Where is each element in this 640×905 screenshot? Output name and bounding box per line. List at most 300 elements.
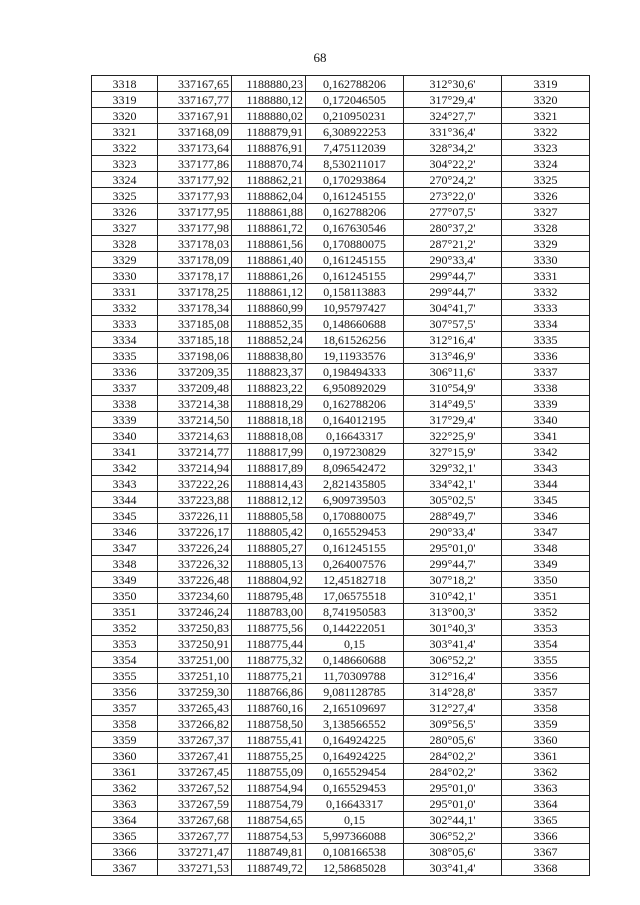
y-coordinate-cell: 1188861,12 — [232, 284, 306, 300]
segment-length-cell: 0,158113883 — [306, 284, 404, 300]
table-row — [92, 156, 590, 172]
segment-length-cell: 0,161245155 — [306, 268, 404, 284]
direction-angle-cell: 324°27,7' — [404, 108, 502, 124]
x-coordinate-cell: 337214,50 — [158, 412, 232, 428]
direction-angle-cell: 304°22,2' — [404, 156, 502, 172]
direction-angle-cell: 306°52,2' — [404, 652, 502, 668]
segment-length-cell: 0,210950231 — [306, 108, 404, 124]
next-point-number-cell: 3331 — [502, 268, 590, 284]
table-row — [92, 92, 590, 108]
table-row — [92, 588, 590, 604]
point-number-cell: 3358 — [92, 716, 158, 732]
table-row — [92, 524, 590, 540]
direction-angle-cell: 314°49,5' — [404, 396, 502, 412]
x-coordinate-cell: 337167,65 — [158, 76, 232, 92]
point-number-cell: 3340 — [92, 428, 158, 444]
point-number-cell: 3328 — [92, 236, 158, 252]
segment-length-cell: 0,148660688 — [306, 316, 404, 332]
point-number-cell: 3352 — [92, 620, 158, 636]
y-coordinate-cell: 1188861,26 — [232, 268, 306, 284]
next-point-number-cell: 3335 — [502, 332, 590, 348]
table-row — [92, 236, 590, 252]
point-number-cell: 3362 — [92, 780, 158, 796]
direction-angle-cell: 295°01,0' — [404, 780, 502, 796]
next-point-number-cell: 3330 — [502, 252, 590, 268]
point-number-cell: 3330 — [92, 268, 158, 284]
direction-angle-cell: 327°15,9' — [404, 444, 502, 460]
next-point-number-cell: 3343 — [502, 460, 590, 476]
segment-length-cell: 6,950892029 — [306, 380, 404, 396]
next-point-number-cell: 3340 — [502, 412, 590, 428]
point-number-cell: 3353 — [92, 636, 158, 652]
point-number-cell: 3344 — [92, 492, 158, 508]
next-point-number-cell: 3346 — [502, 508, 590, 524]
x-coordinate-cell: 337226,24 — [158, 540, 232, 556]
point-number-cell: 3331 — [92, 284, 158, 300]
point-number-cell: 3365 — [92, 828, 158, 844]
next-point-number-cell: 3367 — [502, 844, 590, 860]
segment-length-cell: 0,161245155 — [306, 188, 404, 204]
y-coordinate-cell: 1188852,24 — [232, 332, 306, 348]
y-coordinate-cell: 1188754,53 — [232, 828, 306, 844]
table-row — [92, 316, 590, 332]
y-coordinate-cell: 1188861,40 — [232, 252, 306, 268]
table-row — [92, 396, 590, 412]
segment-length-cell: 2,821435805 — [306, 476, 404, 492]
next-point-number-cell: 3355 — [502, 652, 590, 668]
x-coordinate-cell: 337167,77 — [158, 92, 232, 108]
table-row — [92, 252, 590, 268]
point-number-cell: 3343 — [92, 476, 158, 492]
point-number-cell: 3355 — [92, 668, 158, 684]
segment-length-cell: 0,164012195 — [306, 412, 404, 428]
table-row — [92, 556, 590, 572]
direction-angle-cell: 334°42,1' — [404, 476, 502, 492]
point-number-cell: 3335 — [92, 348, 158, 364]
next-point-number-cell: 3321 — [502, 108, 590, 124]
coordinates-table — [91, 75, 590, 876]
x-coordinate-cell: 337178,09 — [158, 252, 232, 268]
point-number-cell: 3321 — [92, 124, 158, 140]
y-coordinate-cell: 1188861,88 — [232, 204, 306, 220]
segment-length-cell: 19,11933576 — [306, 348, 404, 364]
x-coordinate-cell: 337234,60 — [158, 588, 232, 604]
point-number-cell: 3349 — [92, 572, 158, 588]
direction-angle-cell: 303°41,4' — [404, 860, 502, 876]
direction-angle-cell: 304°41,7' — [404, 300, 502, 316]
direction-angle-cell: 280°37,2' — [404, 220, 502, 236]
next-point-number-cell: 3329 — [502, 236, 590, 252]
next-point-number-cell: 3349 — [502, 556, 590, 572]
next-point-number-cell: 3322 — [502, 124, 590, 140]
x-coordinate-cell: 337177,86 — [158, 156, 232, 172]
direction-angle-cell: 331°36,4' — [404, 124, 502, 140]
next-point-number-cell: 3326 — [502, 188, 590, 204]
table-row — [92, 348, 590, 364]
table-row — [92, 716, 590, 732]
segment-length-cell: 11,70309788 — [306, 668, 404, 684]
next-point-number-cell: 3362 — [502, 764, 590, 780]
next-point-number-cell: 3350 — [502, 572, 590, 588]
table-row — [92, 124, 590, 140]
direction-angle-cell: 312°27,4' — [404, 700, 502, 716]
x-coordinate-cell: 337267,37 — [158, 732, 232, 748]
table-row — [92, 364, 590, 380]
point-number-cell: 3324 — [92, 172, 158, 188]
y-coordinate-cell: 1188749,81 — [232, 844, 306, 860]
table-row — [92, 668, 590, 684]
point-number-cell: 3336 — [92, 364, 158, 380]
segment-length-cell: 0,161245155 — [306, 252, 404, 268]
y-coordinate-cell: 1188755,41 — [232, 732, 306, 748]
point-number-cell: 3354 — [92, 652, 158, 668]
point-number-cell: 3323 — [92, 156, 158, 172]
next-point-number-cell: 3368 — [502, 860, 590, 876]
segment-length-cell: 0,16643317 — [306, 428, 404, 444]
table-row — [92, 444, 590, 460]
point-number-cell: 3346 — [92, 524, 158, 540]
direction-angle-cell: 328°34,2' — [404, 140, 502, 156]
y-coordinate-cell: 1188823,37 — [232, 364, 306, 380]
point-number-cell: 3320 — [92, 108, 158, 124]
x-coordinate-cell: 337214,38 — [158, 396, 232, 412]
next-point-number-cell: 3366 — [502, 828, 590, 844]
y-coordinate-cell: 1188818,29 — [232, 396, 306, 412]
table-row — [92, 300, 590, 316]
point-number-cell: 3350 — [92, 588, 158, 604]
segment-length-cell: 2,165109697 — [306, 700, 404, 716]
point-number-cell: 3318 — [92, 76, 158, 92]
table-row — [92, 332, 590, 348]
y-coordinate-cell: 1188749,72 — [232, 860, 306, 876]
point-number-cell: 3322 — [92, 140, 158, 156]
y-coordinate-cell: 1188812,12 — [232, 492, 306, 508]
segment-length-cell: 0,16643317 — [306, 796, 404, 812]
point-number-cell: 3333 — [92, 316, 158, 332]
direction-angle-cell: 310°54,9' — [404, 380, 502, 396]
x-coordinate-cell: 337267,52 — [158, 780, 232, 796]
direction-angle-cell: 313°46,9' — [404, 348, 502, 364]
x-coordinate-cell: 337246,24 — [158, 604, 232, 620]
direction-angle-cell: 312°16,4' — [404, 332, 502, 348]
point-number-cell: 3342 — [92, 460, 158, 476]
segment-length-cell: 8,741950583 — [306, 604, 404, 620]
y-coordinate-cell: 1188861,72 — [232, 220, 306, 236]
table-row — [92, 700, 590, 716]
direction-angle-cell: 280°05,6' — [404, 732, 502, 748]
x-coordinate-cell: 337178,17 — [158, 268, 232, 284]
x-coordinate-cell: 337214,63 — [158, 428, 232, 444]
direction-angle-cell: 317°29,4' — [404, 92, 502, 108]
next-point-number-cell: 3345 — [502, 492, 590, 508]
table-row — [92, 412, 590, 428]
direction-angle-cell: 322°25,9' — [404, 428, 502, 444]
y-coordinate-cell: 1188775,44 — [232, 636, 306, 652]
next-point-number-cell: 3327 — [502, 204, 590, 220]
point-number-cell: 3366 — [92, 844, 158, 860]
next-point-number-cell: 3336 — [502, 348, 590, 364]
segment-length-cell: 8,096542472 — [306, 460, 404, 476]
segment-length-cell: 0,15 — [306, 812, 404, 828]
next-point-number-cell: 3360 — [502, 732, 590, 748]
point-number-cell: 3363 — [92, 796, 158, 812]
x-coordinate-cell: 337223,88 — [158, 492, 232, 508]
next-point-number-cell: 3339 — [502, 396, 590, 412]
y-coordinate-cell: 1188775,56 — [232, 620, 306, 636]
table-row — [92, 76, 590, 92]
table-row — [92, 812, 590, 828]
y-coordinate-cell: 1188805,27 — [232, 540, 306, 556]
x-coordinate-cell: 337214,94 — [158, 460, 232, 476]
x-coordinate-cell: 337267,77 — [158, 828, 232, 844]
direction-angle-cell: 313°00,3' — [404, 604, 502, 620]
y-coordinate-cell: 1188880,02 — [232, 108, 306, 124]
segment-length-cell: 0,198494333 — [306, 364, 404, 380]
direction-angle-cell: 299°44,7' — [404, 268, 502, 284]
segment-length-cell: 6,909739503 — [306, 492, 404, 508]
point-number-cell: 3348 — [92, 556, 158, 572]
direction-angle-cell: 299°44,7' — [404, 284, 502, 300]
x-coordinate-cell: 337271,53 — [158, 860, 232, 876]
table-row — [92, 572, 590, 588]
direction-angle-cell: 307°18,2' — [404, 572, 502, 588]
next-point-number-cell: 3365 — [502, 812, 590, 828]
y-coordinate-cell: 1188860,99 — [232, 300, 306, 316]
next-point-number-cell: 3353 — [502, 620, 590, 636]
segment-length-cell: 10,95797427 — [306, 300, 404, 316]
table-row — [92, 188, 590, 204]
x-coordinate-cell: 337178,03 — [158, 236, 232, 252]
next-point-number-cell: 3328 — [502, 220, 590, 236]
table-row — [92, 284, 590, 300]
direction-angle-cell: 308°05,6' — [404, 844, 502, 860]
next-point-number-cell: 3352 — [502, 604, 590, 620]
next-point-number-cell: 3323 — [502, 140, 590, 156]
direction-angle-cell: 310°42,1' — [404, 588, 502, 604]
point-number-cell: 3319 — [92, 92, 158, 108]
table-row — [92, 508, 590, 524]
direction-angle-cell: 317°29,4' — [404, 412, 502, 428]
point-number-cell: 3347 — [92, 540, 158, 556]
segment-length-cell: 0,197230829 — [306, 444, 404, 460]
point-number-cell: 3356 — [92, 684, 158, 700]
x-coordinate-cell: 337250,83 — [158, 620, 232, 636]
direction-angle-cell: 284°02,2' — [404, 748, 502, 764]
segment-length-cell: 0,162788206 — [306, 396, 404, 412]
direction-angle-cell: 314°28,8' — [404, 684, 502, 700]
y-coordinate-cell: 1188880,23 — [232, 76, 306, 92]
x-coordinate-cell: 337265,43 — [158, 700, 232, 716]
table-row — [92, 796, 590, 812]
point-number-cell: 3361 — [92, 764, 158, 780]
y-coordinate-cell: 1188755,09 — [232, 764, 306, 780]
direction-angle-cell: 273°22,0' — [404, 188, 502, 204]
x-coordinate-cell: 337173,64 — [158, 140, 232, 156]
segment-length-cell: 0,164924225 — [306, 732, 404, 748]
segment-length-cell: 0,165529454 — [306, 764, 404, 780]
segment-length-cell: 0,165529453 — [306, 780, 404, 796]
segment-length-cell: 12,45182718 — [306, 572, 404, 588]
x-coordinate-cell: 337267,41 — [158, 748, 232, 764]
x-coordinate-cell: 337226,48 — [158, 572, 232, 588]
direction-angle-cell: 309°56,5' — [404, 716, 502, 732]
x-coordinate-cell: 337266,82 — [158, 716, 232, 732]
y-coordinate-cell: 1188814,43 — [232, 476, 306, 492]
x-coordinate-cell: 337226,11 — [158, 508, 232, 524]
segment-length-cell: 0,170293864 — [306, 172, 404, 188]
segment-length-cell: 0,264007576 — [306, 556, 404, 572]
segment-length-cell: 3,138566552 — [306, 716, 404, 732]
y-coordinate-cell: 1188755,25 — [232, 748, 306, 764]
segment-length-cell: 18,61526256 — [306, 332, 404, 348]
next-point-number-cell: 3361 — [502, 748, 590, 764]
table-row — [92, 220, 590, 236]
segment-length-cell: 6,308922253 — [306, 124, 404, 140]
table-row — [92, 652, 590, 668]
segment-length-cell: 0,162788206 — [306, 204, 404, 220]
segment-length-cell: 0,172046505 — [306, 92, 404, 108]
y-coordinate-cell: 1188754,65 — [232, 812, 306, 828]
direction-angle-cell: 287°21,2' — [404, 236, 502, 252]
y-coordinate-cell: 1188758,50 — [232, 716, 306, 732]
y-coordinate-cell: 1188775,21 — [232, 668, 306, 684]
table-row — [92, 684, 590, 700]
y-coordinate-cell: 1188795,48 — [232, 588, 306, 604]
y-coordinate-cell: 1188775,32 — [232, 652, 306, 668]
next-point-number-cell: 3356 — [502, 668, 590, 684]
x-coordinate-cell: 337267,59 — [158, 796, 232, 812]
point-number-cell: 3360 — [92, 748, 158, 764]
y-coordinate-cell: 1188861,56 — [232, 236, 306, 252]
direction-angle-cell: 306°11,6' — [404, 364, 502, 380]
y-coordinate-cell: 1188862,21 — [232, 172, 306, 188]
segment-length-cell: 0,167630546 — [306, 220, 404, 236]
x-coordinate-cell: 337209,48 — [158, 380, 232, 396]
x-coordinate-cell: 337167,91 — [158, 108, 232, 124]
segment-length-cell: 0,162788206 — [306, 76, 404, 92]
table-row — [92, 380, 590, 396]
y-coordinate-cell: 1188818,18 — [232, 412, 306, 428]
point-number-cell: 3327 — [92, 220, 158, 236]
y-coordinate-cell: 1188804,92 — [232, 572, 306, 588]
y-coordinate-cell: 1188783,00 — [232, 604, 306, 620]
segment-length-cell: 17,06575518 — [306, 588, 404, 604]
segment-length-cell: 0,170880075 — [306, 236, 404, 252]
table-row — [92, 780, 590, 796]
direction-angle-cell: 303°41,4' — [404, 636, 502, 652]
y-coordinate-cell: 1188760,16 — [232, 700, 306, 716]
direction-angle-cell: 277°07,5' — [404, 204, 502, 220]
next-point-number-cell: 3359 — [502, 716, 590, 732]
x-coordinate-cell: 337178,25 — [158, 284, 232, 300]
table-row — [92, 604, 590, 620]
point-number-cell: 3332 — [92, 300, 158, 316]
next-point-number-cell: 3342 — [502, 444, 590, 460]
y-coordinate-cell: 1188879,91 — [232, 124, 306, 140]
point-number-cell: 3338 — [92, 396, 158, 412]
next-point-number-cell: 3334 — [502, 316, 590, 332]
direction-angle-cell: 302°44,1' — [404, 812, 502, 828]
direction-angle-cell: 329°32,1' — [404, 460, 502, 476]
table-row — [92, 476, 590, 492]
y-coordinate-cell: 1188817,99 — [232, 444, 306, 460]
y-coordinate-cell: 1188766,86 — [232, 684, 306, 700]
x-coordinate-cell: 337185,18 — [158, 332, 232, 348]
next-point-number-cell: 3357 — [502, 684, 590, 700]
segment-length-cell: 0,148660688 — [306, 652, 404, 668]
x-coordinate-cell: 337198,06 — [158, 348, 232, 364]
x-coordinate-cell: 337209,35 — [158, 364, 232, 380]
x-coordinate-cell: 337251,00 — [158, 652, 232, 668]
direction-angle-cell: 290°33,4' — [404, 252, 502, 268]
direction-angle-cell: 290°33,4' — [404, 524, 502, 540]
coordinates-table-body — [92, 76, 590, 876]
direction-angle-cell: 312°16,4' — [404, 668, 502, 684]
direction-angle-cell: 312°30,6' — [404, 76, 502, 92]
table-row — [92, 764, 590, 780]
table-row — [92, 108, 590, 124]
y-coordinate-cell: 1188754,79 — [232, 796, 306, 812]
next-point-number-cell: 3358 — [502, 700, 590, 716]
table-row — [92, 204, 590, 220]
next-point-number-cell: 3344 — [502, 476, 590, 492]
direction-angle-cell: 306°52,2' — [404, 828, 502, 844]
segment-length-cell: 7,475112039 — [306, 140, 404, 156]
x-coordinate-cell: 337251,10 — [158, 668, 232, 684]
x-coordinate-cell: 337214,77 — [158, 444, 232, 460]
segment-length-cell: 12,58685028 — [306, 860, 404, 876]
point-number-cell: 3339 — [92, 412, 158, 428]
segment-length-cell: 9,081128785 — [306, 684, 404, 700]
y-coordinate-cell: 1188870,74 — [232, 156, 306, 172]
next-point-number-cell: 3324 — [502, 156, 590, 172]
point-number-cell: 3326 — [92, 204, 158, 220]
x-coordinate-cell: 337177,95 — [158, 204, 232, 220]
segment-length-cell: 0,164924225 — [306, 748, 404, 764]
table-row — [92, 636, 590, 652]
next-point-number-cell: 3319 — [502, 76, 590, 92]
x-coordinate-cell: 337222,26 — [158, 476, 232, 492]
direction-angle-cell: 301°40,3' — [404, 620, 502, 636]
segment-length-cell: 5,997366088 — [306, 828, 404, 844]
point-number-cell: 3357 — [92, 700, 158, 716]
table-row — [92, 172, 590, 188]
x-coordinate-cell: 337177,98 — [158, 220, 232, 236]
y-coordinate-cell: 1188805,58 — [232, 508, 306, 524]
y-coordinate-cell: 1188754,94 — [232, 780, 306, 796]
next-point-number-cell: 3341 — [502, 428, 590, 444]
y-coordinate-cell: 1188838,80 — [232, 348, 306, 364]
y-coordinate-cell: 1188852,35 — [232, 316, 306, 332]
y-coordinate-cell: 1188805,13 — [232, 556, 306, 572]
next-point-number-cell: 3333 — [502, 300, 590, 316]
next-point-number-cell: 3332 — [502, 284, 590, 300]
direction-angle-cell: 295°01,0' — [404, 540, 502, 556]
x-coordinate-cell: 337267,45 — [158, 764, 232, 780]
direction-angle-cell: 305°02,5' — [404, 492, 502, 508]
table-row — [92, 620, 590, 636]
next-point-number-cell: 3320 — [502, 92, 590, 108]
segment-length-cell: 8,530211017 — [306, 156, 404, 172]
point-number-cell: 3334 — [92, 332, 158, 348]
point-number-cell: 3351 — [92, 604, 158, 620]
direction-angle-cell: 270°24,2' — [404, 172, 502, 188]
next-point-number-cell: 3348 — [502, 540, 590, 556]
table-row — [92, 540, 590, 556]
x-coordinate-cell: 337271,47 — [158, 844, 232, 860]
next-point-number-cell: 3354 — [502, 636, 590, 652]
next-point-number-cell: 3351 — [502, 588, 590, 604]
